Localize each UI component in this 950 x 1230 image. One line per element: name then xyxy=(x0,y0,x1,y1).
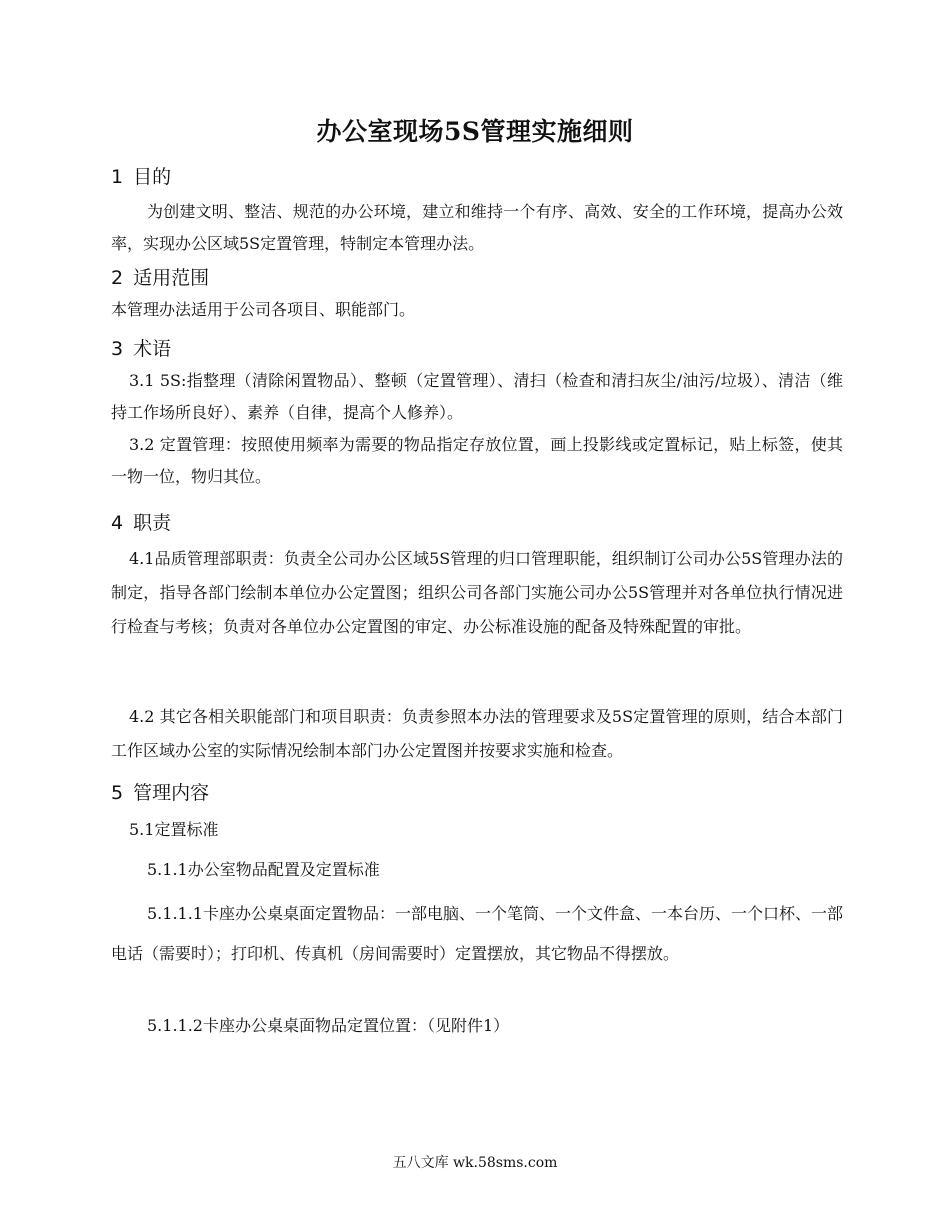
item-5-1-1-2: 5.1.1.2卡座办公桌桌面物品定置位置：（见附件1） xyxy=(147,1016,510,1035)
section-heading-5 xyxy=(111,778,209,805)
paragraph-duty-quality: 4.1品质管理部职责：负责全公司办公区域5S管理的归口管理职能，组织制订公司办公5S管理办法的制定，指导各部门绘制本单位办公定置图；组织公司各部门实施公司办公5S管理并对各单位执行情况进行检查与考核；负责对各单位办公定置图的审定、办公标准设施的配备及特殊配置的审批。 xyxy=(111,549,843,636)
paragraph-scope: 本管理办法适用于公司各项目、职能部门。 xyxy=(111,300,416,319)
section-heading-4 xyxy=(111,508,171,535)
section-heading-3 xyxy=(111,334,171,361)
item-5-1: 5.1定置标准 xyxy=(129,820,219,839)
section-number: 3 xyxy=(111,338,124,360)
item-5-1-1: 5.1.1办公室物品配置及定置标准 xyxy=(147,860,380,879)
paragraph-duty-departments: 4.2 其它各相关职能部门和项目职责：负责参照本办法的管理要求及5S定置管理的原则，结合本部门工作区域办公室的实际情况绘制本部门办公定置图并按要求实施和检查。 xyxy=(111,707,843,760)
section-title: 适用范围 xyxy=(133,267,210,289)
footer-watermark: 五八文库 wk.58sms.com xyxy=(392,1155,558,1171)
section-title: 目的 xyxy=(133,166,172,188)
section-heading-1 xyxy=(111,162,171,189)
section-title: 职责 xyxy=(133,512,172,534)
section-number: 1 xyxy=(111,166,124,188)
item-5-1-1-1: 5.1.1.1卡座办公桌桌面定置物品：一部电脑、一个笔筒、一个文件盒、一本台历、一个口杯、一部电话（需要时）；打印机、传真机（房间需要时）定置摆放，其它物品不得摆放。 xyxy=(111,904,843,963)
section-title: 管理内容 xyxy=(133,782,210,804)
section-title: 术语 xyxy=(133,338,172,360)
document-title: 办公室现场5S管理实施细则 xyxy=(316,117,634,146)
paragraph-purpose: 为创建文明、整洁、规范的办公环境，建立和维持一个有序、高效、安全的工作环境，提高办公效率，实现办公区域5S定置管理，特制定本管理办法。 xyxy=(111,202,843,253)
section-number: 4 xyxy=(111,512,124,534)
section-heading-2 xyxy=(111,263,209,290)
paragraph-term-fixed-position: 3.2 定置管理：按照使用频率为需要的物品指定存放位置，画上投影线或定置标记，贴上标签，使其一物一位，物归其位。 xyxy=(111,435,843,486)
section-number: 5 xyxy=(111,782,124,804)
section-number: 2 xyxy=(111,267,124,289)
paragraph-term-5s: 3.1 5S:指整理（清除闲置物品）、整顿（定置管理）、清扫（检查和清扫灰尘/油污/垃圾）、清洁（维持工作场所良好）、素养（自律，提高个人修养）。 xyxy=(111,371,843,422)
